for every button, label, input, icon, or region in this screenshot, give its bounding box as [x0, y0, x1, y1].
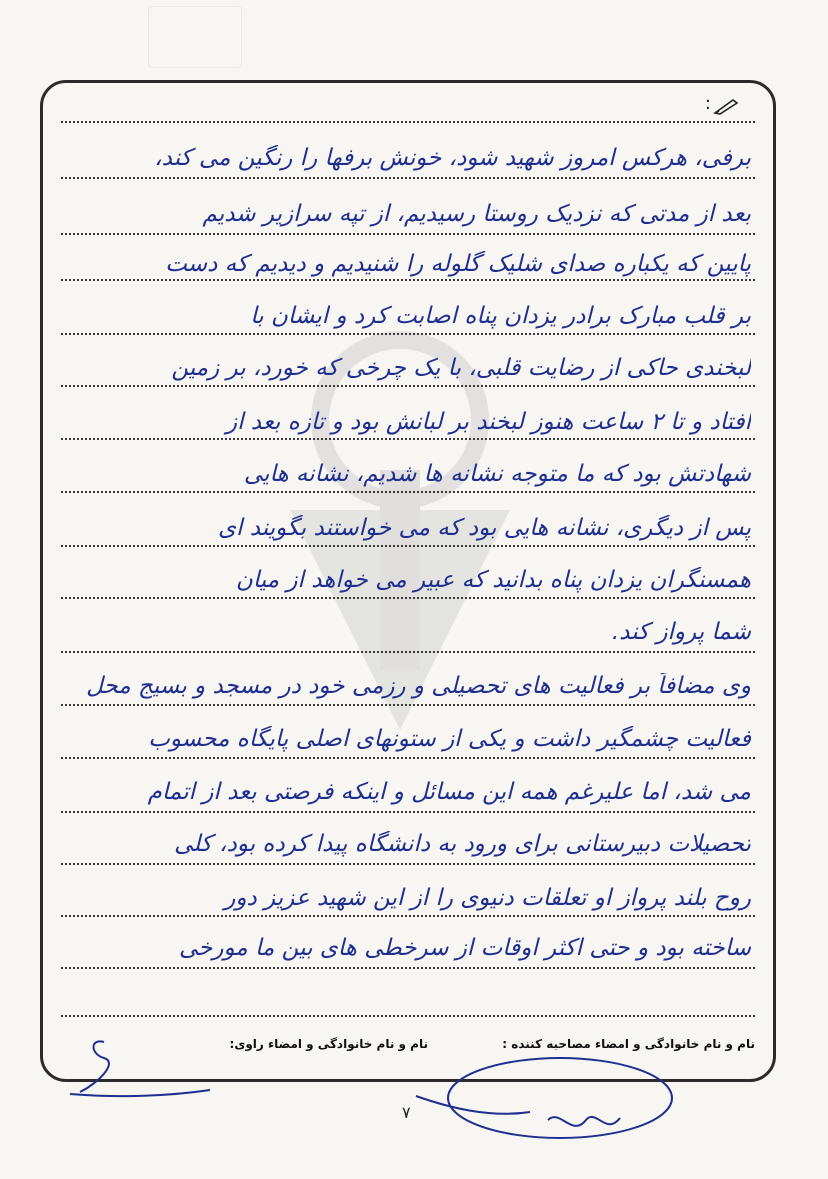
handwritten-line: برفی، هرکس امروز شهید شود، خونش برفها را رنگین می کند، [154, 145, 751, 171]
handwritten-line: روح بلند پرواز او تعلقات دنیوی را از این شهید عزیز دور [224, 885, 751, 911]
rule-line [61, 121, 755, 123]
handwritten-line: پایین که یکباره صدای شلیک گلوله را شنیدیم و دیدیم که دست [165, 251, 751, 277]
handwritten-line: شما پرواز کند. [611, 619, 751, 645]
signature-footer [43, 1035, 773, 1065]
narrator-signature-label: نام و نام خانوادگی و امضاء راوی: [229, 1037, 428, 1051]
handwritten-line: بعد از مدتی که نزدیک روستا رسیدیم، از تپه سرازیر شدیم [202, 201, 751, 227]
handwritten-line: بر قلب مبارک برادر یزدان پناه اصابت کرد و ایشان با [250, 303, 751, 329]
interviewer-signature-label: نام و نام خانوادگی و امضاء مصاحبه کننده : [502, 1037, 755, 1051]
handwritten-line: افتاد و تا ۲ ساعت هنوز لبخند بر لبانش بود و تازه بعد از [226, 409, 751, 435]
handwritten-line: پس از دیگری، نشانه هایی بود که می خواستند بگویند ای [218, 515, 751, 541]
handwritten-line: شهادتش بود که ما متوجه نشانه ها شدیم، نشانه هایی [243, 461, 751, 487]
page-number: ۷ [402, 1103, 411, 1122]
page-frame [40, 80, 776, 1082]
handwritten-line: وی مضافاً بر فعالیت های تحصیلی و رزمی خود در مسجد و بسیج محل [86, 673, 751, 699]
handwritten-line: می شد، اما علیرغم همه این مسائل و اینکه فرصتی بعد از اتمام [147, 779, 751, 805]
faint-stamp-mark [148, 6, 242, 68]
rule-line [61, 1015, 755, 1017]
pen-icon [713, 97, 739, 115]
handwritten-line: ساخته بود و حتی اکثر اوقات از سرخطی های بین ما مورخی [178, 935, 751, 961]
handwritten-line: همسنگران یزدان پناه بدانید که عبیر می خواهد از میان [235, 567, 751, 593]
handwritten-line: تحصیلات دبیرستانی برای ورود به دانشگاه پیدا کرده بود، کلی [174, 831, 751, 857]
handwritten-line: لبخندی حاکی از رضایت قلبی، با یک چرخی که خورد، بر زمین [171, 355, 751, 381]
header-colon: : [704, 93, 711, 114]
handwritten-line: فعالیت چشمگیر داشت و یکی از ستونهای اصلی پایگاه محسوب [148, 726, 751, 752]
